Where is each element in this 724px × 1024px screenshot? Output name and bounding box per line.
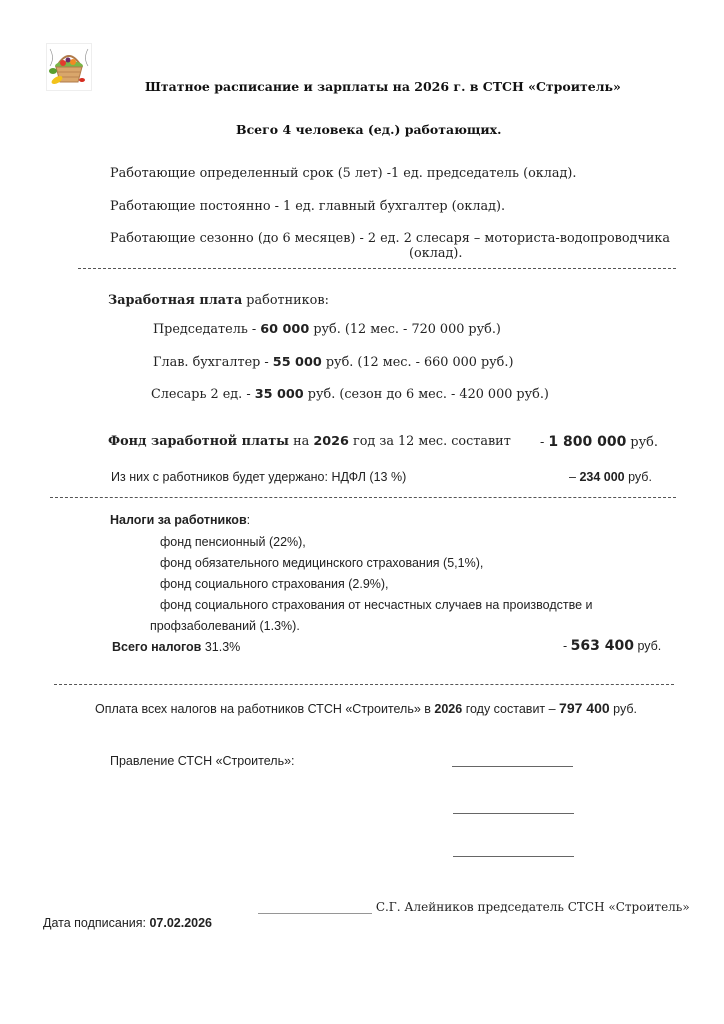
staff-line-seasonal-cont: (оклад). — [409, 246, 463, 261]
salary-row — [153, 355, 513, 370]
divider — [78, 268, 676, 269]
taxes-total-label — [112, 640, 240, 654]
tax-item: фонд пенсионный (22%), — [160, 535, 306, 549]
taxes-heading-bold: Налоги за работников — [110, 513, 247, 527]
summary-text: Оплата всех налогов на работников СТСН «Строитель» в — [95, 702, 435, 716]
summary-amount: 797 400 — [559, 700, 610, 716]
taxes-total-label-bold: Всего налогов — [112, 640, 202, 654]
taxes-total-percent: 31.3% — [201, 640, 241, 654]
staff-line-accountant: Работающие постоянно - 1 ед. главный бухгалтер (оклад). — [110, 199, 506, 214]
withheld-label: Из них с работников будет удержано: НДФЛ (13 %) — [111, 470, 407, 484]
chairman-signature-line: ___________________ — [258, 900, 372, 914]
signature-line — [452, 766, 573, 767]
signing-date-value: 07.02.2026 — [149, 916, 213, 930]
summary-currency: руб. — [609, 702, 637, 716]
document-title: Штатное расписание и зарплаты на 2026 г. в СТСН «Строитель» — [145, 79, 621, 94]
signing-date-label: Дата подписания: — [43, 916, 150, 930]
fund-label-bold: Фонд заработной платы — [108, 434, 290, 449]
fund-year: 2026 — [313, 434, 349, 449]
taxes-total-amount: 563 400 — [570, 638, 634, 654]
fund-label-rest: год за 12 мес. составит — [348, 434, 511, 449]
fund-label — [108, 434, 511, 449]
tax-item-continuation: профзаболеваний (1.3%). — [150, 619, 300, 633]
fund-currency: руб. — [626, 435, 658, 450]
salary-details: руб. (12 мес. - 660 000 руб.) — [321, 355, 514, 370]
board-label: Правление СТСН «Строитель»: — [110, 754, 295, 768]
summary-text-mid: году составит – — [462, 702, 560, 716]
salary-amount: 60 000 — [260, 322, 310, 337]
salary-amount: 55 000 — [272, 355, 322, 370]
fund-dash: - — [540, 435, 549, 450]
withheld-total — [569, 470, 652, 484]
vegetable-basket-icon — [47, 44, 91, 90]
taxes-total — [563, 638, 661, 654]
salary-role: Председатель - — [153, 322, 261, 337]
fund-total — [540, 434, 658, 450]
tax-item: фонд обязательного медицинского страхования (5,1%), — [160, 556, 484, 570]
taxes-total-currency: руб. — [633, 639, 662, 653]
salary-role: Слесарь 2 ед. - — [151, 387, 255, 402]
fund-label-mid: на — [289, 434, 314, 449]
salary-row — [153, 322, 501, 337]
chairman-name: С.Г. Алейников председатель СТСН «Строитель» — [372, 900, 690, 914]
salary-amount: 35 000 — [254, 387, 304, 402]
summary-year: 2026 — [434, 702, 463, 716]
taxes-heading — [110, 513, 250, 527]
salary-details: руб. (сезон до 6 мес. - 420 000 руб.) — [303, 387, 549, 402]
fund-amount: 1 800 000 — [548, 434, 627, 450]
signature-line — [453, 813, 574, 814]
salary-heading-bold: Заработная плата — [108, 293, 243, 308]
salary-details: руб. (12 мес. - 720 000 руб.) — [309, 322, 501, 337]
chairman-signature — [258, 900, 690, 914]
divider — [54, 684, 674, 685]
taxes-total-dash: - — [563, 639, 571, 653]
salary-heading-rest: работников: — [242, 293, 329, 308]
signing-date — [43, 916, 212, 930]
withheld-currency: руб. — [624, 470, 652, 484]
logo-image — [46, 43, 92, 91]
salary-role: Глав. бухгалтер - — [153, 355, 273, 370]
staff-line-seasonal: Работающие сезонно (до 6 месяцев) - 2 ед. 2 слесаря – моториста-водопроводчика — [110, 231, 671, 246]
salary-row — [151, 387, 549, 402]
withheld-dash: – — [569, 470, 580, 484]
divider — [50, 497, 676, 498]
document-subtitle: Всего 4 человека (ед.) работающих. — [236, 122, 502, 137]
tax-item: фонд социального страхования (2.9%), — [160, 577, 389, 591]
summary-line — [95, 700, 637, 716]
salary-heading — [108, 293, 329, 308]
taxes-heading-rest: : — [246, 513, 251, 527]
tax-item: фонд социального страхования от несчастных случаев на производстве и — [160, 598, 593, 612]
signature-line — [453, 856, 574, 857]
staff-line-chairman: Работающие определенный срок (5 лет) -1 ед. председатель (оклад). — [110, 166, 577, 181]
withheld-amount: 234 000 — [579, 470, 625, 484]
